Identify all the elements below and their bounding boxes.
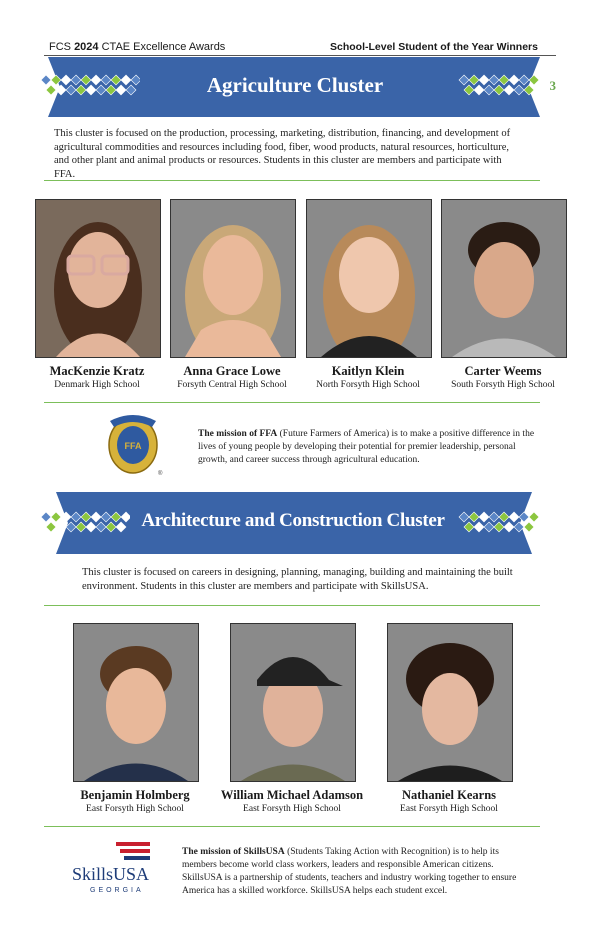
skillsusa-mission: The mission of SkillsUSA (Students Taking Action with Recognition) is to help its members become world class workers, leaders and responsible American citizens. SkillsUSA is a partnership of students, teachers and industry working together to ensure America has a skilled workforce. SkillsUSA helps each student excel. <box>182 847 517 896</box>
diamond-shape <box>51 512 61 522</box>
student-school: North Forsyth High School <box>316 380 420 390</box>
diamond-shape <box>91 75 101 85</box>
agriculture-title: Agriculture Cluster <box>206 73 384 97</box>
diamond-shape <box>61 512 71 522</box>
diamond-shape <box>86 85 96 95</box>
diamond-shape <box>81 75 91 85</box>
header-left: FCS 2024 CTAE Excellence Awards <box>49 41 226 53</box>
diamond-shape <box>76 522 86 532</box>
student-photo <box>306 199 432 358</box>
divider <box>44 826 540 827</box>
diamond-shape <box>474 85 484 95</box>
diamond-shape <box>121 75 131 85</box>
diamond-shape <box>106 522 116 532</box>
header-right: School-Level Student of the Year Winners <box>329 41 538 53</box>
diamond-shape <box>529 75 539 85</box>
diamond-shape <box>46 522 56 532</box>
student-school: East Forsyth High School <box>400 804 498 814</box>
diamond-shape <box>484 85 494 95</box>
diamond-shape <box>514 85 524 95</box>
ffa-mission: The mission of FFA (Future Farmers of America) is to make a positive difference in the lives of young people by developing their potential for premier leadership, personal growth, and career success through agricultural education. <box>198 429 535 465</box>
student-photo <box>35 199 161 358</box>
diamond-shape <box>509 75 519 85</box>
student-photo <box>230 623 356 782</box>
diamond-shape <box>111 512 121 522</box>
agri-diamonds-right <box>458 72 544 105</box>
diamond-shape <box>106 85 116 95</box>
agri-diamonds-left <box>40 72 140 105</box>
diamond-shape <box>464 85 474 95</box>
diamond-shape <box>131 75 140 85</box>
diamond-pattern-icon <box>458 509 544 537</box>
diamond-shape <box>474 522 484 532</box>
student-school: Denmark High School <box>54 380 140 390</box>
diamond-shape <box>71 75 81 85</box>
diamond-shape <box>479 75 489 85</box>
svg-text:®: ® <box>158 471 163 477</box>
student-school: East Forsyth High School <box>243 804 341 814</box>
student-photo <box>73 623 199 782</box>
diamond-shape <box>81 512 91 522</box>
diamond-shape <box>66 522 76 532</box>
divider <box>44 402 540 403</box>
diamond-shape <box>494 85 504 95</box>
diamond-shape <box>489 75 499 85</box>
svg-text:SkillsUSA: SkillsUSA <box>72 864 150 884</box>
student-photo <box>387 623 513 782</box>
diamond-shape <box>529 512 539 522</box>
student-photo <box>170 199 296 358</box>
student-name: William Michael Adamson <box>220 788 364 802</box>
diamond-shape <box>116 522 126 532</box>
diamond-shape <box>66 85 76 95</box>
diamond-shape <box>459 512 469 522</box>
divider <box>44 605 540 606</box>
diamond-shape <box>469 512 479 522</box>
diamond-shape <box>116 85 126 95</box>
diamond-shape <box>464 522 474 532</box>
diamond-shape <box>41 512 51 522</box>
diamond-shape <box>534 85 544 95</box>
diamond-shape <box>61 75 71 85</box>
diamond-shape <box>459 75 469 85</box>
diamond-shape <box>524 522 534 532</box>
diamond-shape <box>489 512 499 522</box>
diamond-shape <box>111 75 121 85</box>
architecture-title: Architecture and Construction Cluster <box>141 510 445 531</box>
diamond-shape <box>469 75 479 85</box>
diamond-pattern-icon <box>40 72 140 100</box>
diamond-shape <box>534 522 544 532</box>
student-photo <box>441 199 567 358</box>
diamond-shape <box>96 85 106 95</box>
header-rule <box>44 55 556 56</box>
diamond-shape <box>41 75 51 85</box>
diamond-shape <box>484 522 494 532</box>
diamond-shape <box>499 512 509 522</box>
diamond-shape <box>51 75 61 85</box>
skillsusa-logo-icon <box>70 838 160 901</box>
diamond-shape <box>494 522 504 532</box>
diamond-shape <box>504 85 514 95</box>
student-name: Benjamin Holmberg <box>80 788 190 802</box>
diamond-shape <box>91 512 101 522</box>
diamond-shape <box>86 522 96 532</box>
student-name: Nathaniel Kearns <box>401 788 497 802</box>
diamond-shape <box>509 512 519 522</box>
diamond-shape <box>126 85 136 95</box>
svg-text:FFA: FFA <box>124 441 142 451</box>
diamond-shape <box>56 85 66 95</box>
divider <box>44 180 540 181</box>
diamond-shape <box>46 85 56 95</box>
page-number: 3 <box>549 78 556 93</box>
diamond-shape <box>519 75 529 85</box>
student-school: Forsyth Central High School <box>177 380 287 390</box>
ffa-emblem-icon <box>104 411 164 482</box>
student-name: Kaitlyn Klein <box>331 364 405 378</box>
diamond-shape <box>96 522 106 532</box>
diamond-shape <box>71 512 81 522</box>
diamond-shape <box>101 512 111 522</box>
svg-text:GEORGIA: GEORGIA <box>90 887 144 894</box>
arch-diamonds-right <box>458 509 544 542</box>
diamond-shape <box>76 85 86 95</box>
diamond-pattern-icon <box>458 72 544 100</box>
student-name: Carter Weems <box>464 364 542 378</box>
diamond-shape <box>519 512 529 522</box>
diamond-shape <box>524 85 534 95</box>
diamond-shape <box>504 522 514 532</box>
student-school: East Forsyth High School <box>86 804 184 814</box>
student-name: MacKenzie Kratz <box>49 364 145 378</box>
diamond-shape <box>479 512 489 522</box>
diamond-shape <box>499 75 509 85</box>
architecture-description: This cluster is focused on careers in designing, planning, managing, building and maintaining the built environment. Students in this cluster are members and participate with SkillsUSA. <box>82 567 513 592</box>
student-name: Anna Grace Lowe <box>183 364 281 378</box>
agriculture-description: This cluster is focused on the production, processing, marketing, distribution, financing, and development of agricultural commodities and resources including food, fiber, wood products, natural resources, horticulture, and other plant and animal products or resources. Students in this cluster are members and participate with FFA. <box>54 128 511 180</box>
diamond-shape <box>56 522 66 532</box>
diamond-shape <box>101 75 111 85</box>
diamond-shape <box>514 522 524 532</box>
diamond-pattern-icon <box>40 509 130 537</box>
arch-diamonds-left <box>40 509 130 542</box>
student-school: South Forsyth High School <box>451 380 555 390</box>
